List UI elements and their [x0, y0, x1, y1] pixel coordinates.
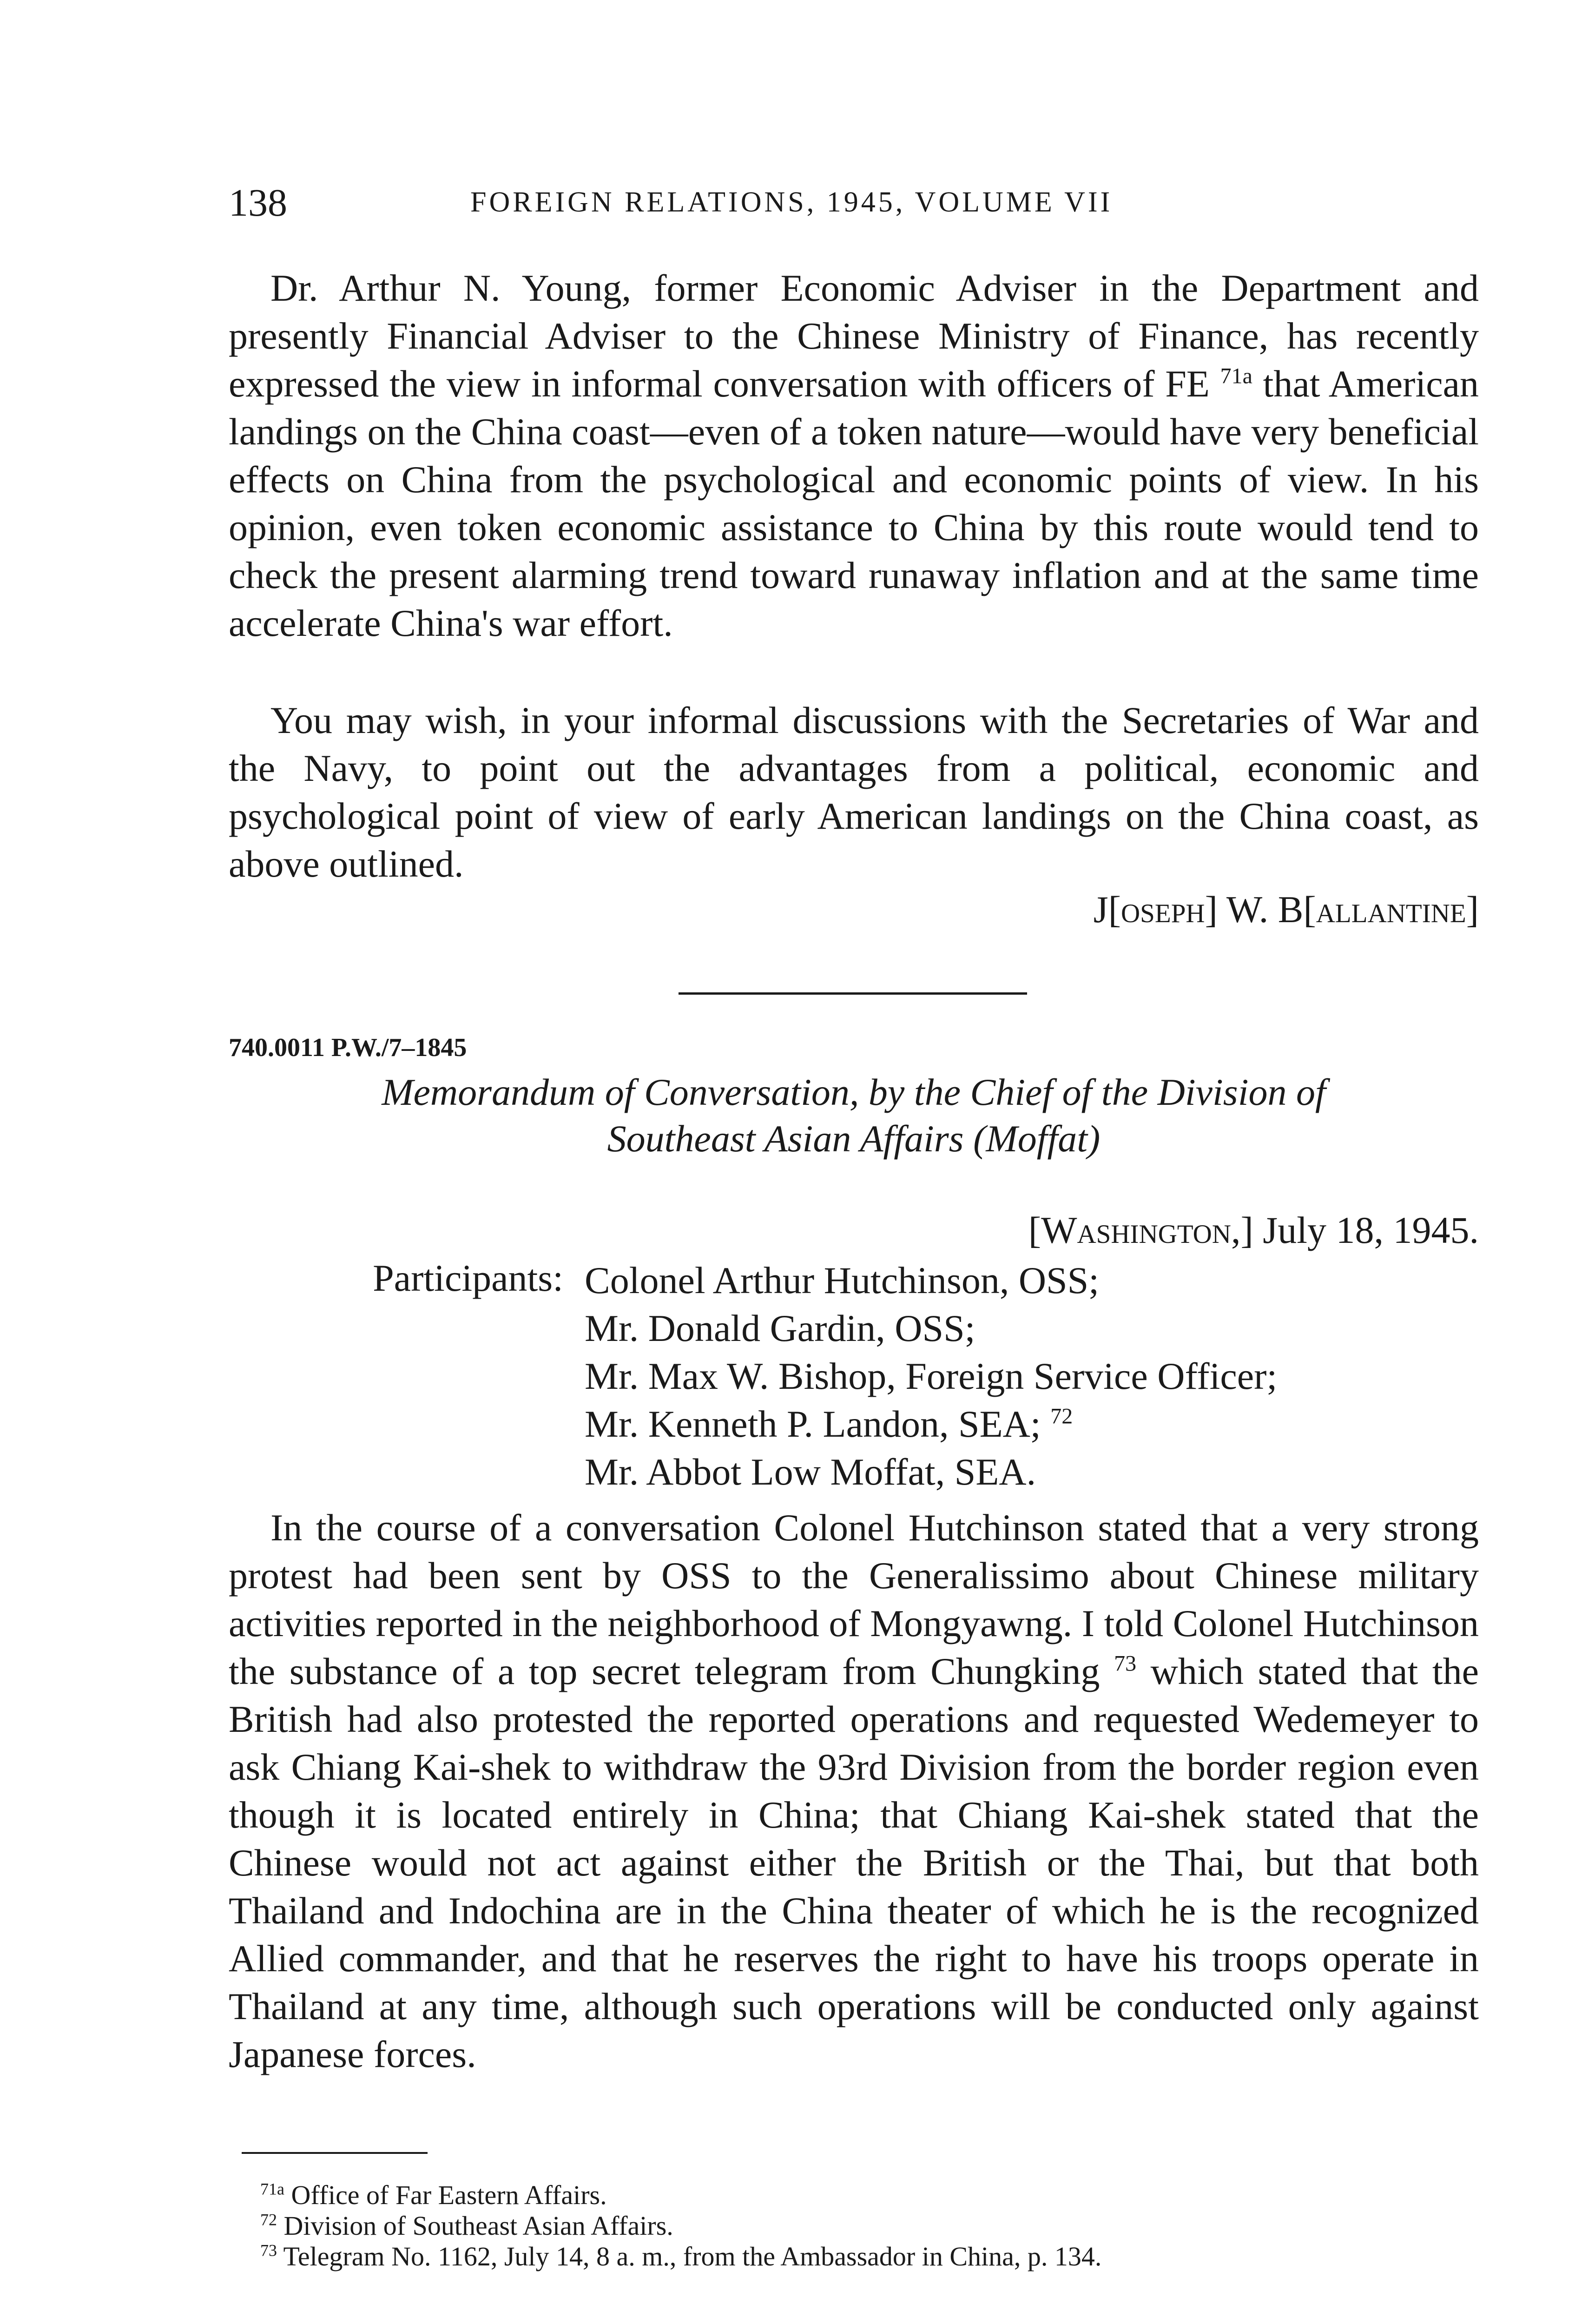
footnote-73 [260, 2241, 1478, 2272]
running-title: FOREIGN RELATIONS, 1945, VOLUME VII [470, 186, 1113, 218]
participant-text: Mr. Kenneth P. Landon, SEA; [585, 1403, 1041, 1445]
date: July 18, 1945. [1263, 1209, 1479, 1251]
footnote-72 [260, 2211, 1478, 2241]
footnote-ref-72: 72 [1050, 1404, 1073, 1429]
date-place: Washington, [1041, 1209, 1241, 1251]
footnote-text: Division of Southeast Asian Affairs. [283, 2211, 673, 2241]
participants-list [585, 1256, 1479, 1496]
memo-title-line-2: Southeast Asian Affairs (Moffat) [607, 1117, 1101, 1160]
sig-part: J [1093, 888, 1108, 931]
sig-part: W. B [1226, 888, 1304, 931]
memo-title [229, 1069, 1479, 1162]
paragraph-text: In the course of a conversation Colonel Hutchinson stated that a very strong protest had been sent by OSS to the Generalissimo about Chinese military activities reported in the neighborhood of Mongyawng. I told Colonel Hutchinson the substance of a top secret telegram from Chungking [229, 1506, 1479, 1692]
page-header [229, 180, 1479, 231]
sig-part: oseph [1121, 888, 1205, 931]
paragraph-text: which stated that the British had also protested the reported operations and requested Wedemeyer to ask Chiang Kai-shek to withdraw the 93rd Division from the border region even though it is located entirely in China; that Chiang Kai-shek stated that the Chinese would not act against either the British or the Thai, but that both Thailand and Indochina are in the China theater of which he is the recognized Allied commander, and that he reserves the right to have his troops operate in Thailand at any time, although such operations will be conducted only against Japanese forces. [229, 1650, 1479, 2075]
footnote-mark: 73 [260, 2241, 277, 2260]
paragraph-conversation [229, 1504, 1479, 2078]
footnote-ref-73: 73 [1114, 1651, 1137, 1676]
footnote-71a [260, 2180, 1478, 2211]
signature: J[oseph] W. B[allantine] [1093, 888, 1479, 931]
paragraph-text: Dr. Arthur N. Young, former Economic Adviser in the Department and presently Financial Adviser to the Chinese Ministry of Finance, has recently expressed the view in informal conversation with officers of FE [229, 267, 1479, 405]
participants-label: Participants: [373, 1257, 563, 1299]
footnote-text: Office of Far Eastern Affairs. [291, 2180, 607, 2210]
paragraph-text: that American landings on the China coast—even of a token nature—would have very beneficial effects on China from the psychological and economic points of view. In his opinion, even token economic assistance to China by this route would tend to check the present alarming trend toward runaway inflation and at the same time accelerate China's war effort. [229, 363, 1479, 644]
participant: Colonel Arthur Hutchinson, OSS; [585, 1259, 1100, 1301]
footnotes [260, 2180, 1478, 2272]
dateline: [Washington,] July 18, 1945. [1028, 1209, 1479, 1251]
section-divider [679, 992, 1027, 995]
footnote-text: Telegram No. 1162, July 14, 8 a. m., from the Ambassador in China, p. 134. [283, 2241, 1102, 2271]
file-number: 740.0011 P.W./7–1845 [229, 1033, 467, 1062]
footnote-ref-71a: 71a [1220, 363, 1252, 389]
participant [585, 1400, 1479, 1448]
footnote-mark: 72 [260, 2210, 277, 2229]
sig-part: allantine [1316, 888, 1466, 931]
participant: Mr. Max W. Bishop, Foreign Service Officer; [585, 1355, 1278, 1397]
participant: Mr. Donald Gardin, OSS; [585, 1307, 975, 1349]
participant: Mr. Abbot Low Moffat, SEA. [585, 1451, 1036, 1493]
paragraph-young-view [229, 264, 1479, 647]
page-number: 138 [229, 181, 287, 224]
paragraph-recommendation: You may wish, in your informal discussions with the Secretaries of War and the Navy, to point out the advantages from a political, economic and psychological point of view of early American landings on the China coast, as above outlined. [229, 699, 1479, 885]
footnote-divider [242, 2152, 428, 2154]
footnote-mark: 71a [260, 2179, 284, 2199]
memo-title-line-1: Memorandum of Conversation, by the Chief of the Division of [382, 1071, 1326, 1113]
